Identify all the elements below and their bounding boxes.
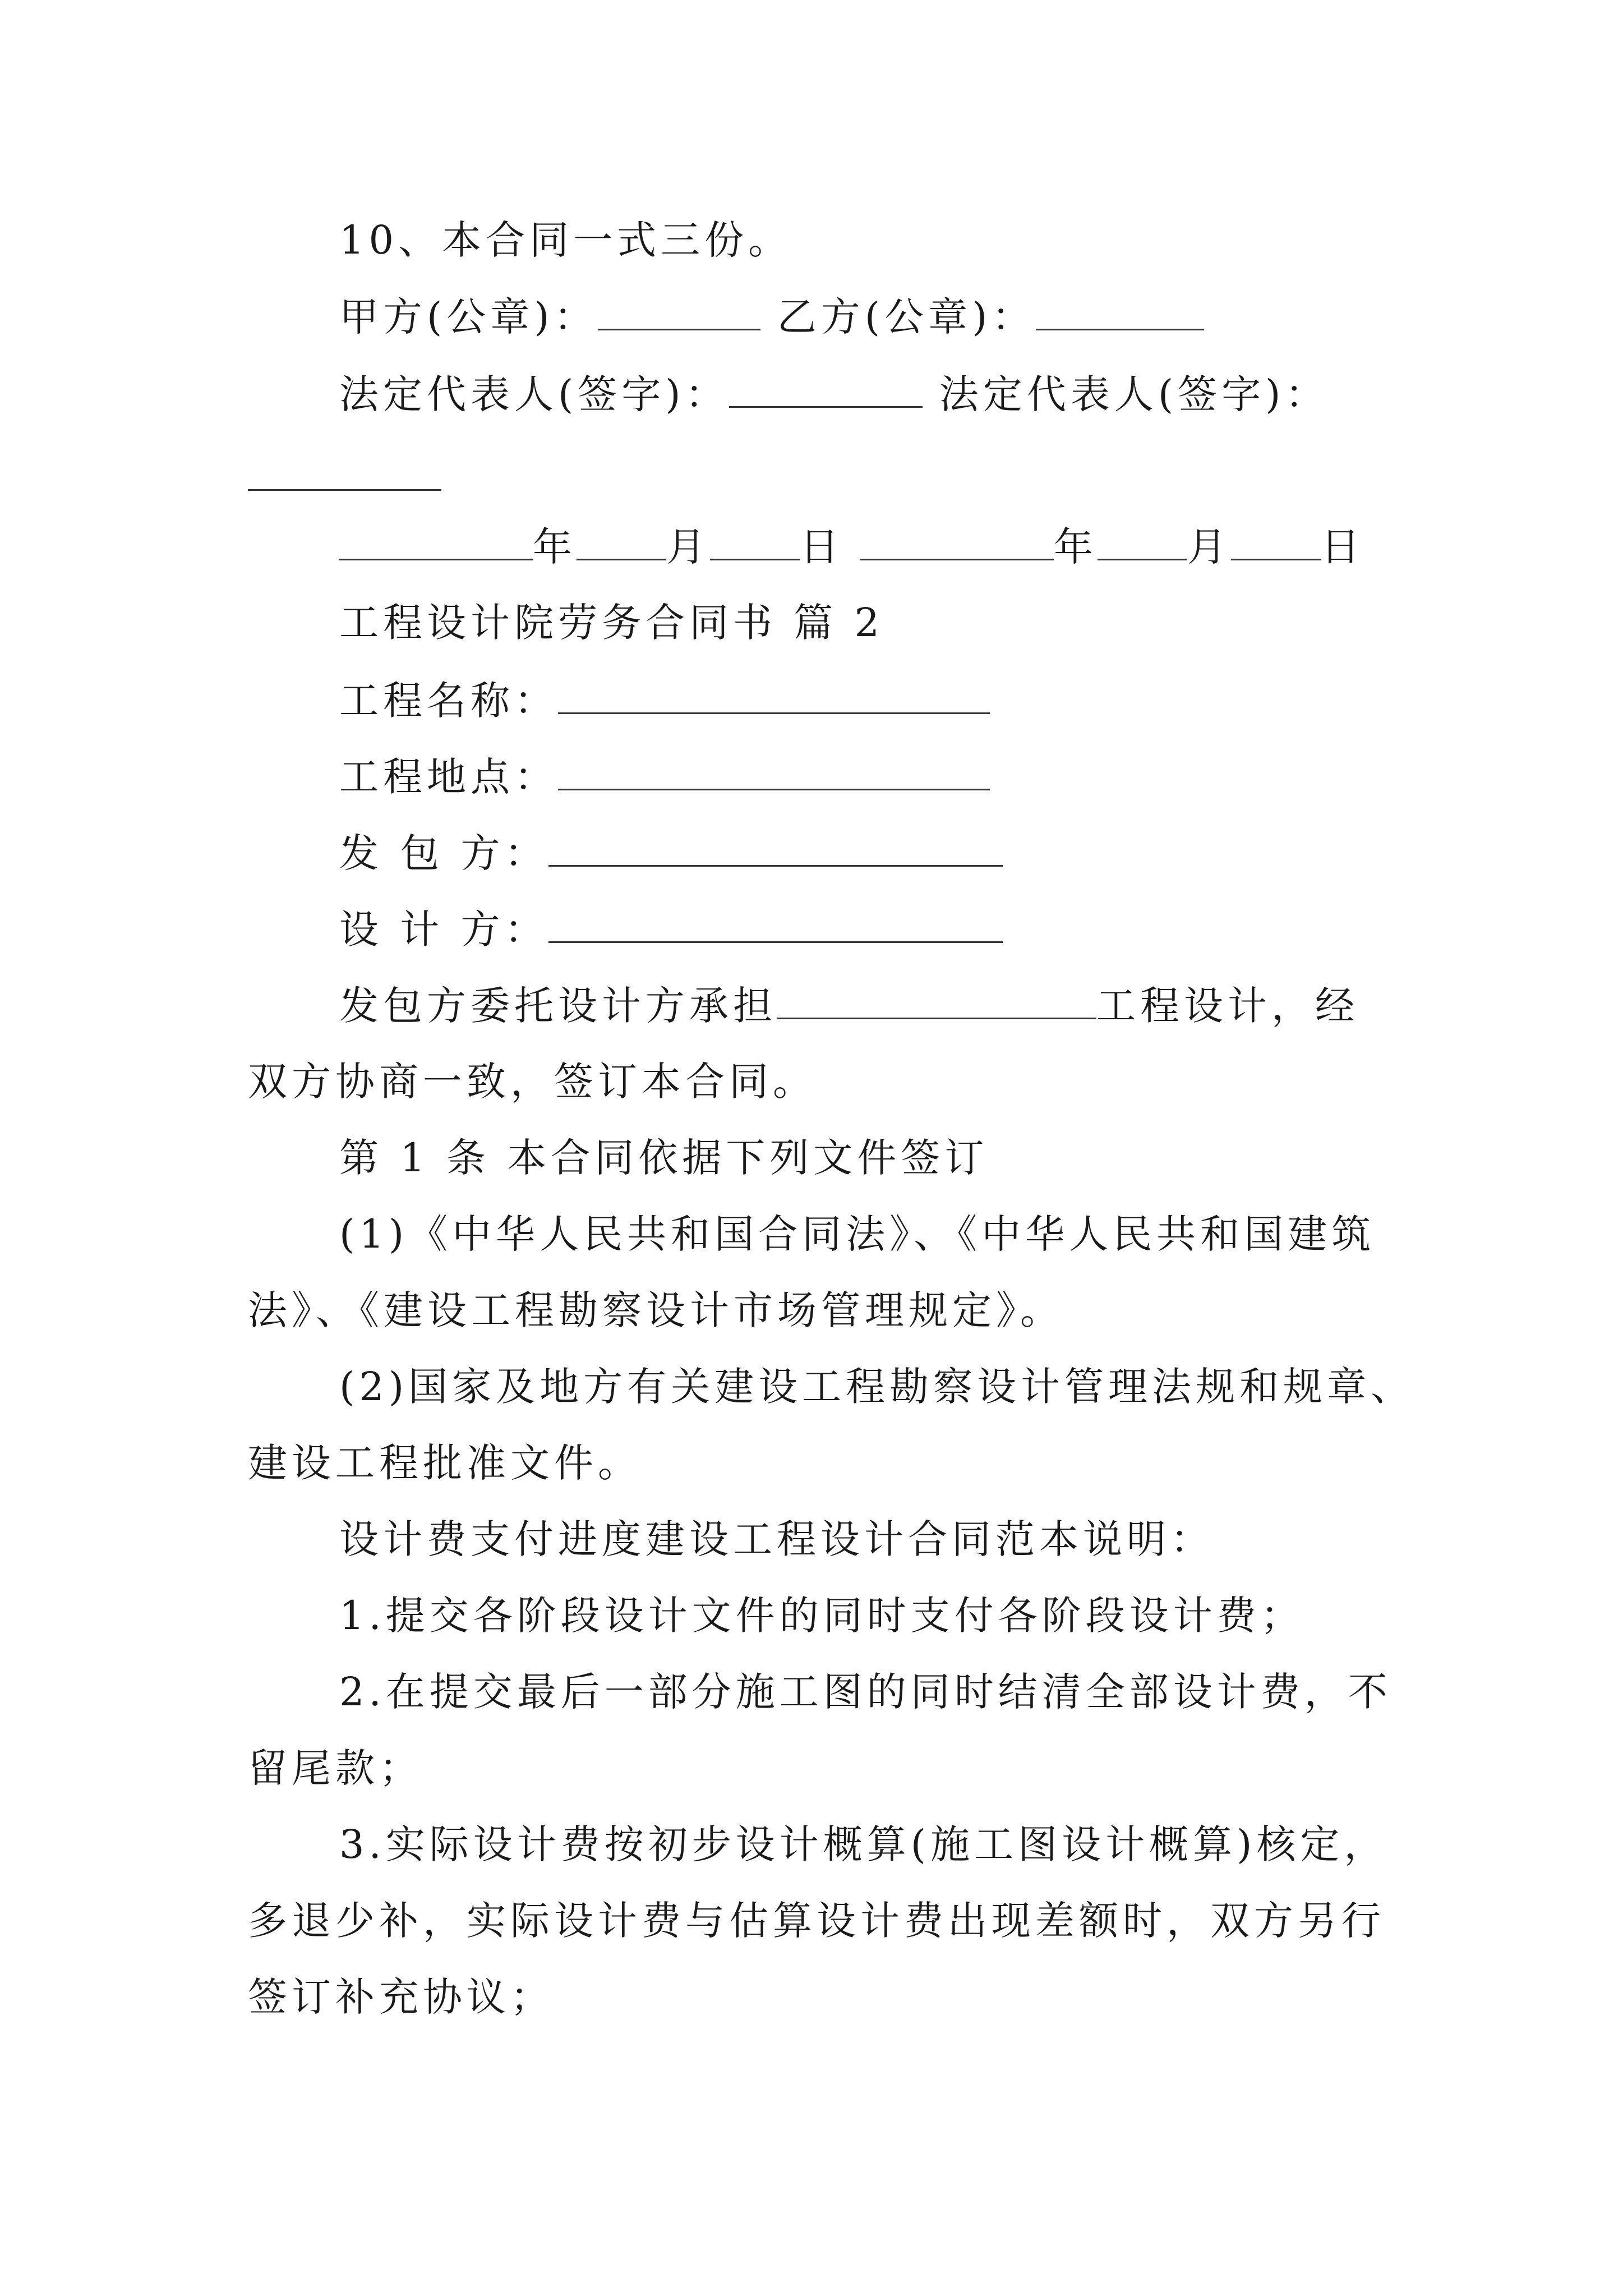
- legal-rep-line: [339, 371, 1329, 417]
- date-a-day-blank[interactable]: [710, 524, 800, 560]
- date-b-day-blank[interactable]: [1231, 524, 1321, 560]
- date-b-year: 年: [1054, 524, 1098, 570]
- date-a-year: 年: [533, 524, 577, 570]
- commission-text-a: 发包方委托设计方承担: [339, 983, 777, 1029]
- date-line: [339, 524, 1364, 569]
- date-b-day: 日: [1321, 524, 1364, 570]
- party-b-rep-blank[interactable]: [248, 489, 441, 491]
- designer-label: 设 计 方：: [339, 907, 548, 953]
- party-b-seal-label: 乙方(公章)：: [760, 294, 1036, 340]
- clause-10-copies: [339, 218, 792, 263]
- clause-10-text: 10、本合同一式三份。: [339, 217, 792, 263]
- date-a-year-blank[interactable]: [339, 524, 533, 560]
- payment-item-3: [339, 1822, 1387, 1867]
- payment-item-2-text-b: 留尾款；: [248, 1745, 423, 1791]
- client-blank[interactable]: [548, 830, 1003, 867]
- party-b-rep-label: 法定代表人(签字)：: [922, 371, 1329, 417]
- article-1-item-1-cont: [248, 1288, 1064, 1333]
- party-a-seal-label: 甲方(公章)：: [339, 294, 598, 340]
- date-a-day: 日: [800, 524, 843, 570]
- payment-item-3-cont: [248, 1898, 1385, 1943]
- commission-line-2: [248, 1059, 817, 1104]
- payment-heading: [339, 1517, 1214, 1562]
- commission-text-b: 工程设计，经: [1096, 983, 1359, 1029]
- payment-item-3-text-b: 多退少补，实际设计费与估算设计费出现差额时，双方另行: [248, 1898, 1385, 1944]
- payment-item-3-text-a: 3.实际设计费按初步设计概算(施工图设计概算)核定，: [339, 1821, 1388, 1867]
- section-title-text: 工程设计院劳务合同书 篇 2: [339, 600, 884, 646]
- client-label: 发 包 方：: [339, 830, 548, 876]
- commission-line: [339, 983, 1359, 1028]
- designer-line: [339, 907, 1003, 952]
- client-line: [339, 830, 1003, 876]
- payment-item-3-cont-2: [248, 1975, 554, 2019]
- article-1-text: 第 1 条 本合同依据下列文件签订: [339, 1135, 989, 1181]
- project-name-blank[interactable]: [558, 678, 990, 714]
- payment-heading-text: 设计费支付进度建设工程设计合同范本说明：: [339, 1516, 1214, 1562]
- section-title: [339, 600, 884, 645]
- project-name-line: [339, 678, 990, 723]
- commission-project-blank[interactable]: [777, 983, 1096, 1019]
- payment-item-2: [339, 1669, 1392, 1714]
- date-a-month-blank[interactable]: [577, 524, 666, 560]
- party-b-seal-blank[interactable]: [1036, 294, 1204, 330]
- party-a-seal-blank[interactable]: [598, 294, 760, 330]
- date-b-month-blank[interactable]: [1098, 524, 1187, 560]
- payment-item-2-cont: [248, 1746, 423, 1791]
- designer-blank[interactable]: [548, 907, 1003, 943]
- article-1-item-1: [339, 1212, 1375, 1257]
- date-a-month: 月: [666, 524, 710, 570]
- article-1-heading: [339, 1135, 988, 1180]
- payment-item-1-text: 1.提交各阶段设计文件的同时支付各阶段设计费；: [339, 1593, 1304, 1639]
- item-1-text-b: 法》、《建设工程勘察设计市场管理规定》。: [248, 1287, 1064, 1333]
- project-location-label: 工程地点：: [339, 754, 558, 800]
- party-a-rep-label: 法定代表人(签字)：: [339, 371, 729, 417]
- project-location-blank[interactable]: [558, 754, 990, 790]
- payment-item-2-text-a: 2.在提交最后一部分施工图的同时结清全部设计费，不: [339, 1669, 1392, 1715]
- item-2-text-b: 建设工程批准文件。: [248, 1440, 642, 1486]
- article-1-item-2: [339, 1364, 1414, 1409]
- project-name-label: 工程名称：: [339, 678, 558, 724]
- item-2-text-a: (2)国家及地方有关建设工程勘察设计管理法规和规章、: [339, 1364, 1415, 1410]
- project-location-line: [339, 754, 990, 799]
- commission-text-c: 双方协商一致，签订本合同。: [248, 1059, 817, 1105]
- payment-item-3-text-c: 签订补充协议；: [248, 1974, 554, 2020]
- item-1-text-a: (1)《中华人民共和国合同法》、《中华人民共和国建筑: [339, 1211, 1376, 1257]
- date-b-year-blank[interactable]: [860, 524, 1054, 560]
- article-1-item-2-cont: [248, 1441, 642, 1485]
- party-a-rep-blank[interactable]: [729, 371, 923, 408]
- payment-item-1: [339, 1593, 1304, 1638]
- party-seal-line: [339, 294, 1204, 339]
- date-b-month: 月: [1187, 524, 1231, 570]
